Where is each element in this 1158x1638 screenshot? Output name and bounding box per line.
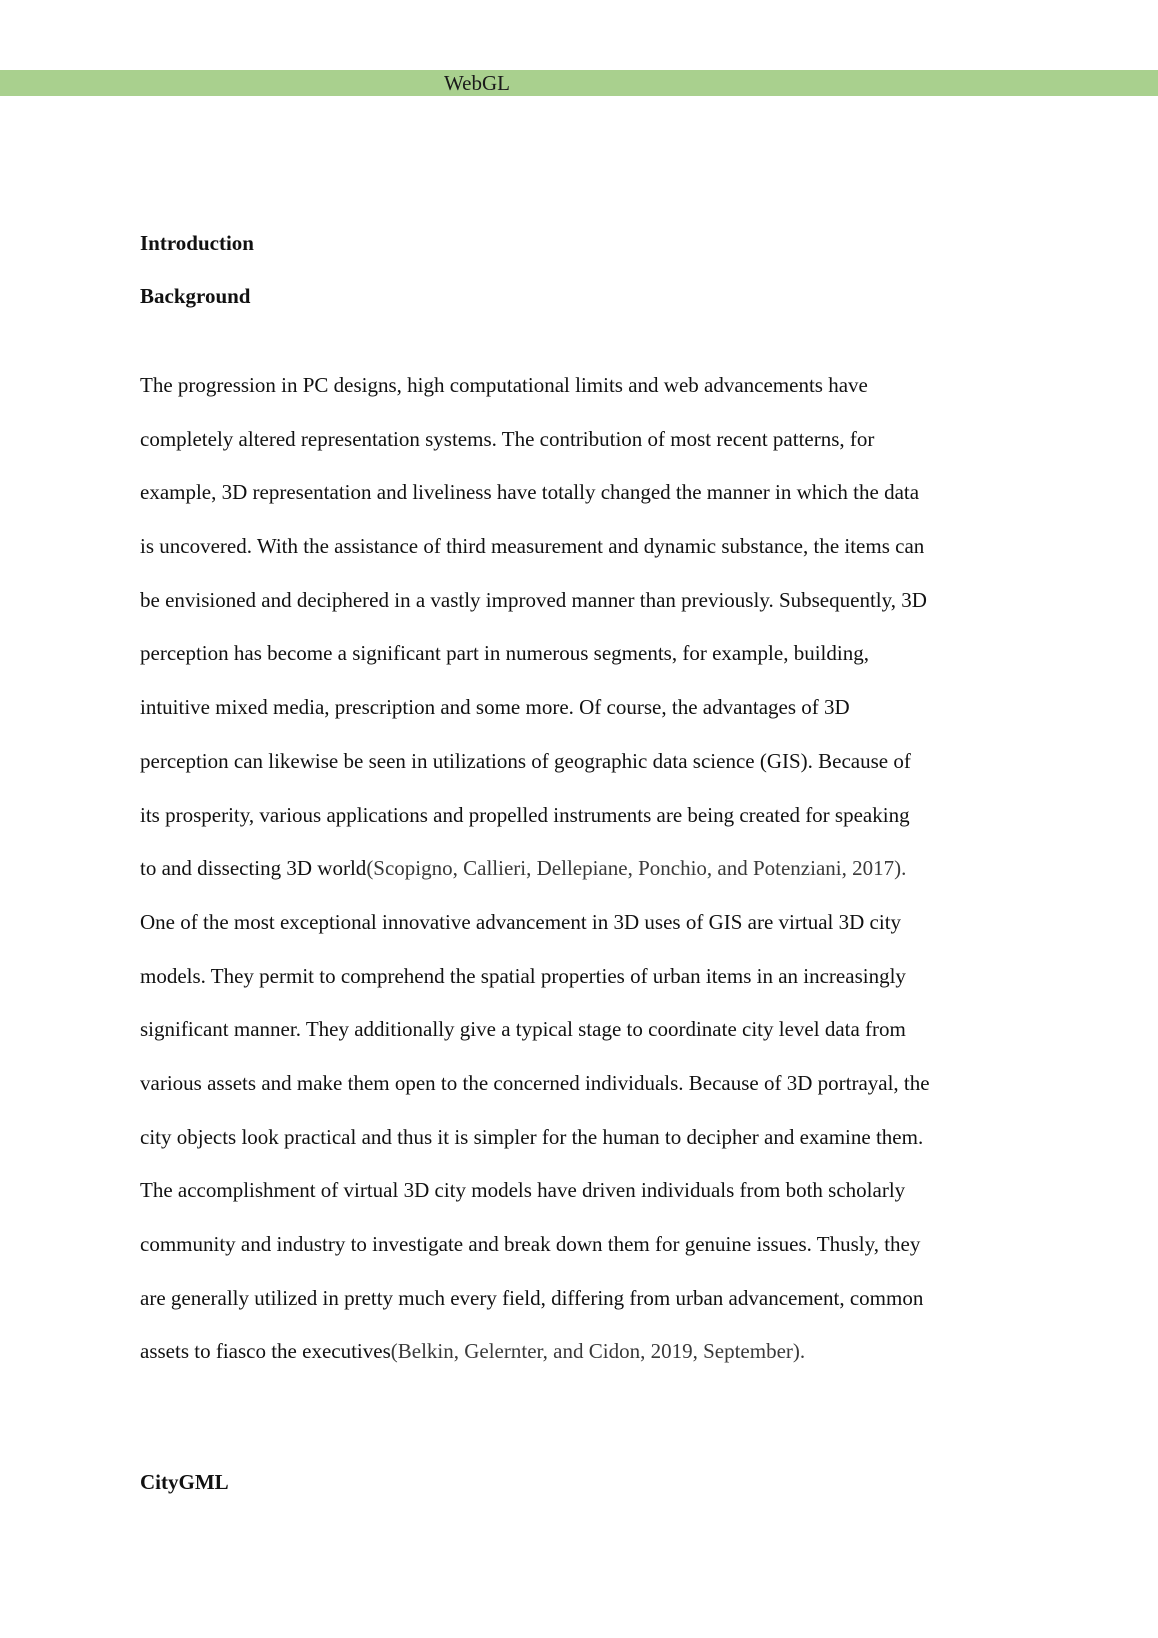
paragraph-line: significant manner. They additionally give a typical stage to coordinate city level data from [140, 1017, 906, 1042]
paragraph-line: are generally utilized in pretty much every field, differing from urban advancement, common [140, 1285, 924, 1310]
header-title: WebGL [444, 71, 510, 95]
heading-introduction: Introduction [140, 231, 254, 255]
paragraph-line: completely altered representation systems. The contribution of most recent patterns, for [140, 426, 875, 451]
paragraph-line: models. They permit to comprehend the spatial properties of urban items in an increasingly [140, 963, 906, 988]
paragraph-line: city objects look practical and thus it is simpler for the human to decipher and examine them. [140, 1124, 924, 1149]
paragraph-text: assets to fiasco the executives [140, 1339, 391, 1364]
background-paragraph [140, 359, 1040, 1379]
paragraph-text: to and dissecting 3D world [140, 856, 367, 881]
paragraph-line: various assets and make them open to the concerned individuals. Because of 3D portrayal, the [140, 1070, 930, 1095]
paragraph-line: One of the most exceptional innovative advancement in 3D uses of GIS are virtual 3D city [140, 909, 902, 934]
paragraph-line-with-citation [140, 1325, 1040, 1379]
paragraph-line: be envisioned and deciphered in a vastly improved manner than previously. Subsequently, 3D [140, 587, 927, 612]
paragraph-line: The progression in PC designs, high computational limits and web advancements have [140, 373, 868, 397]
paragraph-line: perception has become a significant part in numerous segments, for example, building, [140, 641, 869, 666]
paragraph-line: perception can likewise be seen in utilizations of geographic data science (GIS). Because of [140, 748, 911, 773]
heading-citygml: CityGML [140, 1470, 229, 1494]
citation: (Scopigno, Callieri, Dellepiane, Ponchio, and Potenziani, 2017). [366, 856, 907, 881]
paragraph-line: intuitive mixed media, prescription and some more. Of course, the advantages of 3D [140, 695, 850, 720]
paragraph-line: its prosperity, various applications and propelled instruments are being created for speaking [140, 802, 910, 827]
paragraph-line: example, 3D representation and liveliness have totally changed the manner in which the data [140, 480, 920, 505]
paragraph-line: The accomplishment of virtual 3D city models have driven individuals from both scholarly [140, 1178, 906, 1203]
header-band [0, 70, 1158, 96]
paragraph-line-with-citation [140, 842, 1040, 896]
citation: (Belkin, Gelernter, and Cidon, 2019, September). [390, 1339, 806, 1364]
paragraph-line: is uncovered. With the assistance of third measurement and dynamic substance, the items can [140, 534, 925, 559]
paragraph-line: community and industry to investigate and break down them for genuine issues. Thusly, they [140, 1232, 921, 1256]
heading-background: Background [140, 284, 251, 308]
